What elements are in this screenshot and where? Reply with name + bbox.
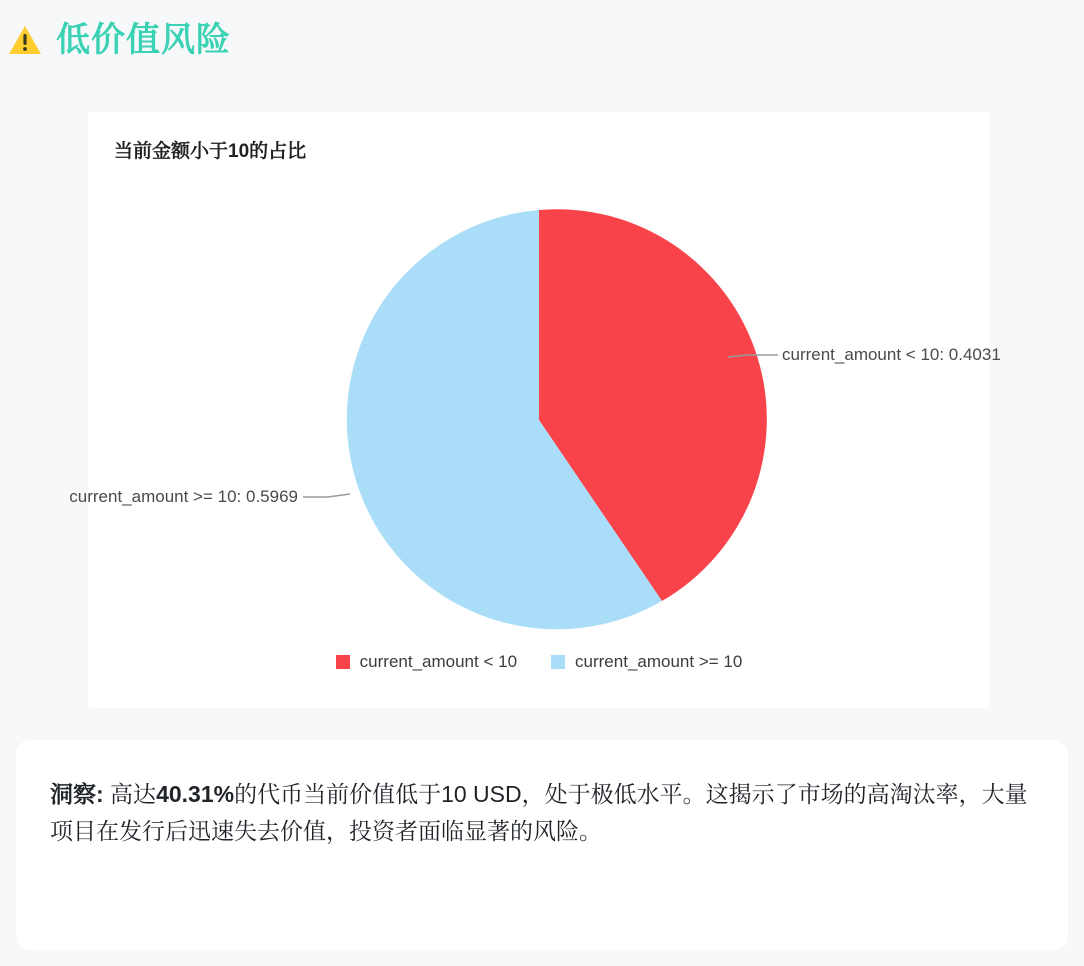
page-header — [0, 0, 1084, 62]
pie-chart-svg — [69, 112, 1001, 708]
chart-card — [69, 112, 1001, 708]
page-title: 低价值风险 — [56, 21, 231, 59]
insight-body-before: 高达 — [103, 781, 157, 807]
pie-label-slice-1: current_amount < 10: 0.4031 — [782, 345, 1001, 364]
warning-triangle-icon — [8, 23, 42, 57]
chart-title: 当前金额小于10的占比 — [114, 141, 307, 162]
legend-item[interactable] — [336, 652, 517, 672]
legend-swatch-icon — [551, 655, 565, 669]
chart-legend — [88, 652, 990, 672]
legend-item[interactable] — [551, 652, 742, 672]
insight-text — [50, 776, 1034, 851]
legend-swatch-icon — [336, 655, 350, 669]
insight-body-after: 的代币当前价值低于10 USD，处于极低水平。这揭示了市场的高淘汰率，大量项目在发行后迅速失去价值，投资者面临显著的风险。 — [50, 781, 1028, 845]
legend-label: current_amount >= 10 — [575, 652, 743, 671]
pie-label-slice-2: current_amount >= 10: 0.5969 — [69, 487, 298, 506]
leader-line-slice-2 — [303, 494, 350, 497]
legend-label: current_amount < 10 — [359, 652, 518, 671]
pie-chart — [69, 112, 1001, 708]
insight-highlight: 40.31% — [156, 781, 235, 807]
insight-card — [16, 740, 1068, 950]
insight-label: 洞察: — [50, 781, 104, 807]
